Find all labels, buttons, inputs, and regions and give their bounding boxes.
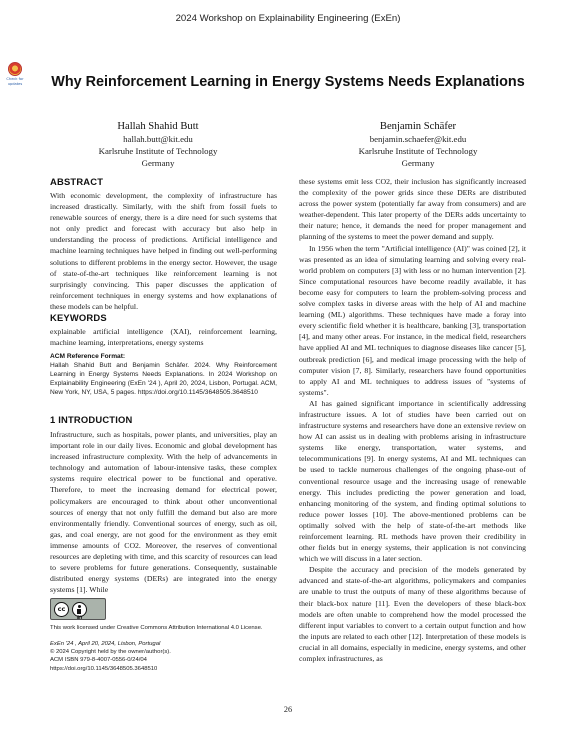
abstract-text: With economic development, the complexity of infrastructure has increased drastically. Similarly, with the shift from fossil fuels to renewable sources of energy, there is a dire need for such systems that not only predict and forecast with accuracy but also help in understanding the process of predictions. Artificial intelligence and machine learning techniques have helped in finding out well-performing solutions to different problems in the energy sector. However, the usage of state-of-the-art techniques like reinforcement learning is not surprisingly convincing. This paper discusses the application of reinforcement techniques in energy systems and how explanations of these models can be helpful. <box>50 191 277 311</box>
body-paragraph: Despite the accuracy and precision of the models generated by advanced and state-of-the-art algorithms, policymakers and companies are unable to trust the outputs of many of these algorithms because of their black-box nature [11]. Even the developers of these black-box models are often unable to comprehend how the model processed the different input variables to convert to a certain output function and how the inputs are related to each other [12]. Interpretation of these models is crucial in all domains, especially in medicine, energy systems, and other complex infrastructures, as <box>299 565 526 664</box>
badge-line2: updates <box>7 82 23 86</box>
introduction-heading: 1 INTRODUCTION <box>50 414 133 425</box>
abstract-section <box>50 176 277 312</box>
license-details <box>50 640 290 673</box>
license-text: This work licensed under Creative Commons Attribution International 4.0 License. <box>50 625 263 631</box>
badge-line1: Check for <box>6 77 24 81</box>
author-affiliation: Karlsruhe Institute of Technology <box>358 146 478 156</box>
copyright-line: © 2024 Copyright held by the owner/author(s). <box>50 649 171 656</box>
paper-title: Why Reinforcement Learning in Energy Systems Needs Explanations <box>51 74 525 90</box>
page-number: 26 <box>283 705 293 714</box>
creative-commons-badge[interactable] <box>50 598 106 620</box>
author-name: Hallah Shahid Butt <box>117 121 199 132</box>
author-name: Benjamin Schäfer <box>379 121 457 132</box>
acm-reference-section <box>50 352 277 397</box>
acm-reference-text: Hallah Shahid Butt and Benjamin Schäfer. 2024. Why Reinforcement Learning in Energy Systems Needs Explanations. In 2024 Workshop on Explainability Engineering (ExEn '24 ), April 20, 2024, Lisbon, Portugal. ACM, New York, NY, USA, 5 pages. https://doi.org/10.1145/3648505.3648510 <box>50 362 277 396</box>
author-country: Germany <box>141 158 175 168</box>
author-affiliation: Karlsruhe Institute of Technology <box>98 146 218 156</box>
cc-icon: cc <box>54 602 69 617</box>
running-head: 2024 Workshop on Explainability Engineering (ExEn) <box>175 13 401 24</box>
doi-link[interactable]: https://doi.org/10.1145/3648505.3648510 <box>50 665 158 672</box>
author-block-1 <box>33 120 283 169</box>
abstract-heading: ABSTRACT <box>50 176 104 187</box>
right-column <box>299 176 526 664</box>
introduction-text: Infrastructure, such as hospitals, power plants, and universities, play an important role in our daily lives. Economic and global development has increased infrastructure complexity. With the help of advancements in technology and automation of labour-intensive tasks, these complex systems require electrical power to be functional and operative. Therefore, to meet the increasing demand for electrical power, policymakers are encouraged to think about other unconventional sources of energy that not only fulfill the demand but also are more environmentally friendly. Conventional sources of energy, such as oil, gas, and coal energy, are not good for the environment as they emit immense amounts of CO2. Moreover, the reserves of conventional resources are depleting with time, and this scarcity of resources can lead to severe problems for future generations. Consequently, sustainable distributed energy systems (DERs) are integrated into the energy systems [1]. While <box>50 430 277 595</box>
introduction-section <box>50 414 277 595</box>
keywords-text: explainable artificial intelligence (XAI), reinforcement learning, machine learning, interpretations, energy systems <box>50 327 277 348</box>
author-country: Germany <box>401 158 435 168</box>
keywords-section <box>50 312 277 348</box>
isbn-line: ACM ISBN 979-8-4007-0556-0/24/04 <box>50 657 147 664</box>
check-for-updates-badge[interactable] <box>5 62 25 90</box>
author-email[interactable]: benjamin.schaefer@kit.edu <box>369 134 467 144</box>
body-paragraph: AI has gained significant importance in scientifically addressing infrastructure issues. A lot of studies have been carried out on infrastructure systems and researchers have done an extensive review on how AI can assist us in dealing with problems arising in infrastructure systems like energy, transportation, water systems, and telecommunications [9]. In energy systems, AI and ML techniques can be used to tackle numerous challenges of the ongoing phase-out of conventional resource usage and the increasing usage of renewable energy. This includes predicting the power generation and load, enhancing monitoring of the system, and finding optimal solutions to reduce power losses [10]. The above-mentioned problems can be optimally solved with the help of state-of-the-art methods like reinforcement learning. RL methods have proven their credibility in other fields but in energy systems, their application is not convincing which we will discuss in a later section. <box>299 398 526 564</box>
by-label: BY <box>77 615 83 620</box>
author-email[interactable]: hallah.butt@kit.edu <box>123 134 193 144</box>
body-paragraph: In 1956 when the term "Artificial intelligence (AI)" was coined [2], it was presented as an idea of simulating learning and solving every real-world problem on computers [3] with less or no human intervention [2]. Since computational resources have become readily available, it has become easy for computers to learn the problem-solving process and solve complex tasks in diverse areas with the help of AI and machine learning (ML) algorithms. These techniques have made a foray into every scientific field whether it is healthcare, banking [3], transportation [4], and many other areas. For instance, in the medical field, researchers have applied AI and ML techniques to diagnose diseases like cancer [5], outbreak prediction [6], and medical image processing with the help of computer vision [7, 8]. Similarly, researchers have found opportunities to apply AI and ML techniques to address issues of "systems of systems". <box>299 243 526 397</box>
author-block-2 <box>293 120 543 169</box>
body-paragraph: these systems emit less CO2, their inclusion has significantly increased the complexity of the power grids since these DERs are distributed across the power system (potentially far away from consumers) and are weather-dependent. This later property of the DERs adds uncertainty to their nature; hence, it demands the need for proper management and planning of the systems to meet the power demand and supply. <box>299 177 526 242</box>
keywords-heading: KEYWORDS <box>50 312 107 323</box>
venue-line: ExEn '24 , April 20, 2024, Lisbon, Portugal <box>50 641 161 647</box>
acm-reference-heading: ACM Reference Format: <box>50 353 126 360</box>
crossmark-icon <box>8 62 22 76</box>
